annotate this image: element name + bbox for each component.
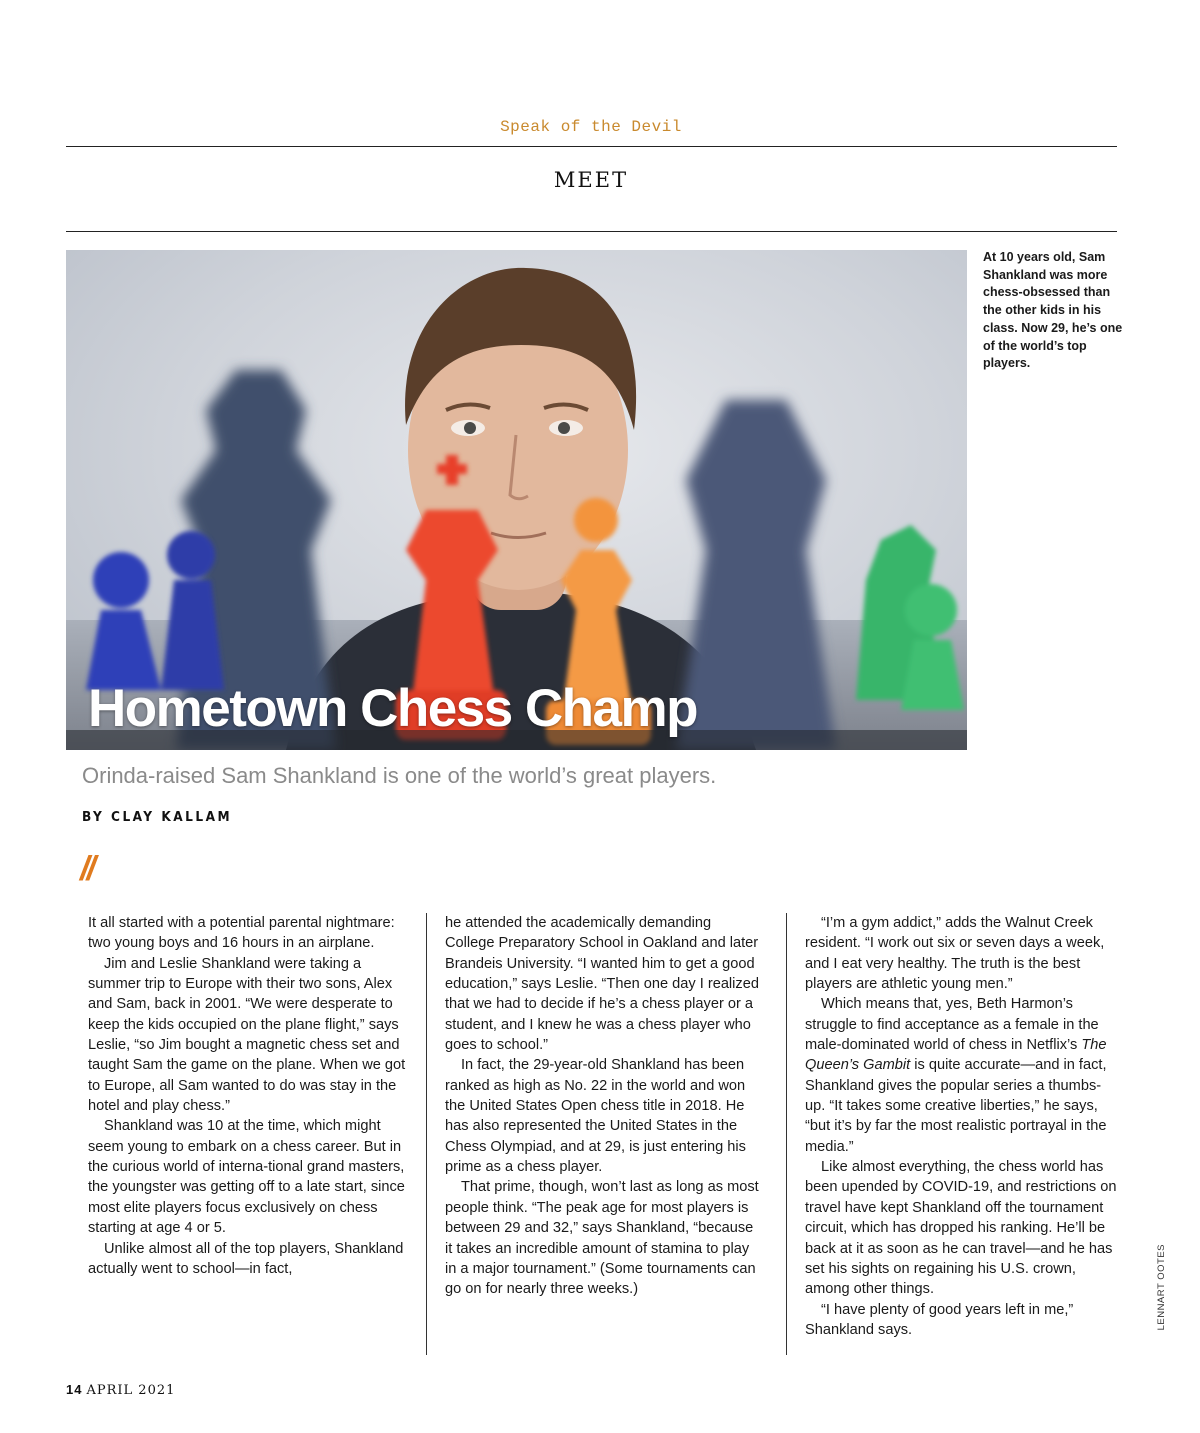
column-divider [786,913,787,1355]
article-column-1 [88,913,406,1279]
paragraph: That prime, though, won’t last as long as most people think. “The peak age for most players is between 29 and 32,” says Shankland, “because it takes an incredible amount of stamina to play in a major tournament.” (Some tournaments can go on for nearly three weeks.) [445,1179,759,1298]
blue-rook-piece [676,400,836,750]
section-title: MEET [553,168,629,192]
chess-portrait-illustration [66,250,967,750]
paragraph: “I have plenty of good years left in me,” Shankland says. [805,1301,1074,1338]
section-kicker: Speak of the Devil [500,118,682,136]
paragraph: he attended the academically demanding College Preparatory School in Oakland and later Brandeis University. “I wanted him to get a good education,” says Leslie. “Then one day I realized that we had to decide if he’s a chess player or a student, and I knew he was a chess player who goes to school.” [445,915,759,1054]
hero-photo [66,250,967,750]
blue-pawn-piece [86,531,224,690]
photo-caption: At 10 years old, Sam Shankland was more chess-obsessed than the other kids in his class. Now 29, he’s one of the world’s top players. [983,250,1123,371]
paragraph: Which means that, yes, Beth Harmon’s struggle to find acceptance as a female in the male-dominated world of chess in Netflix’s The Queen’s Gambit is quite accurate—and in fact, Shankland gives the popular series a thumbs-up. “It takes some creative liberties,” he says, “but it’s by far the most realistic portrayal in the media.” [805,996,1107,1155]
paragraph: Like almost everything, the chess world has been upended by COVID-19, and restrictions on travel have kept Shankland off the tournament circuit, which has dropped his ranking. He’ll be back at it as soon as he can travel—and he has set his sights on regaining his U.S. crown, among other things. [805,1159,1117,1298]
article-dek: Orinda-raised Sam Shankland is one of the world’s great players. [82,763,717,788]
byline: BY CLAY KALLAM [82,809,233,825]
paragraph: Unlike almost all of the top players, Shankland actually went to school—in fact, [88,1240,404,1277]
paragraph: “I’m a gym addict,” adds the Walnut Creek resident. “I work out six or seven days a week, and I eat very healthy. The truth is the best players are athletic young men.” [805,915,1105,993]
paragraph: It all started with a potential parental nightmare: two young boys and 16 hours in an airplane. [88,915,395,952]
top-rule [66,146,1117,147]
ornament-slashes: // [80,850,93,888]
green-knight-piece [856,525,964,710]
article-headline: Hometown Chess Champ [88,679,698,738]
photo-credit: LENNART OOTES [1156,1244,1167,1331]
paragraph: In fact, the 29-year-old Shankland has been ranked as high as No. 22 in the world and won the United States Open chess title in 2018. He has also represented the United States in the Chess Olympiad, and at 29, is just entering his prime as a chess player. [445,1057,746,1176]
page-number: 14 [66,1382,83,1397]
section-rule [66,231,1117,232]
article-column-3 [805,913,1119,1340]
paragraph: Jim and Leslie Shankland were taking a summer trip to Europe with their two sons, Alex and Sam, back in 2001. “We were desperate to keep the kids occupied on the plane flight,” says Leslie, “so Jim bought a magnetic chess set and taught Sam the game on the plane. When we got to Europe, all Sam wanted to do was stay in the hotel and play chess.” [88,955,406,1115]
column-divider [426,913,427,1355]
paragraph: Shankland was 10 at the time, which might seem young to embark on a chess career. But in the curious world of interna-tional grand masters, the youngster was getting off to a late start, since most elite players focus exclusively on chess starting at age 4 or 5. [88,1118,405,1237]
article-column-2 [445,913,763,1300]
page-footer [66,1382,175,1398]
issue-date: APRIL 2021 [86,1383,176,1398]
show-title: The Queen’s Gambit [805,1037,1107,1074]
